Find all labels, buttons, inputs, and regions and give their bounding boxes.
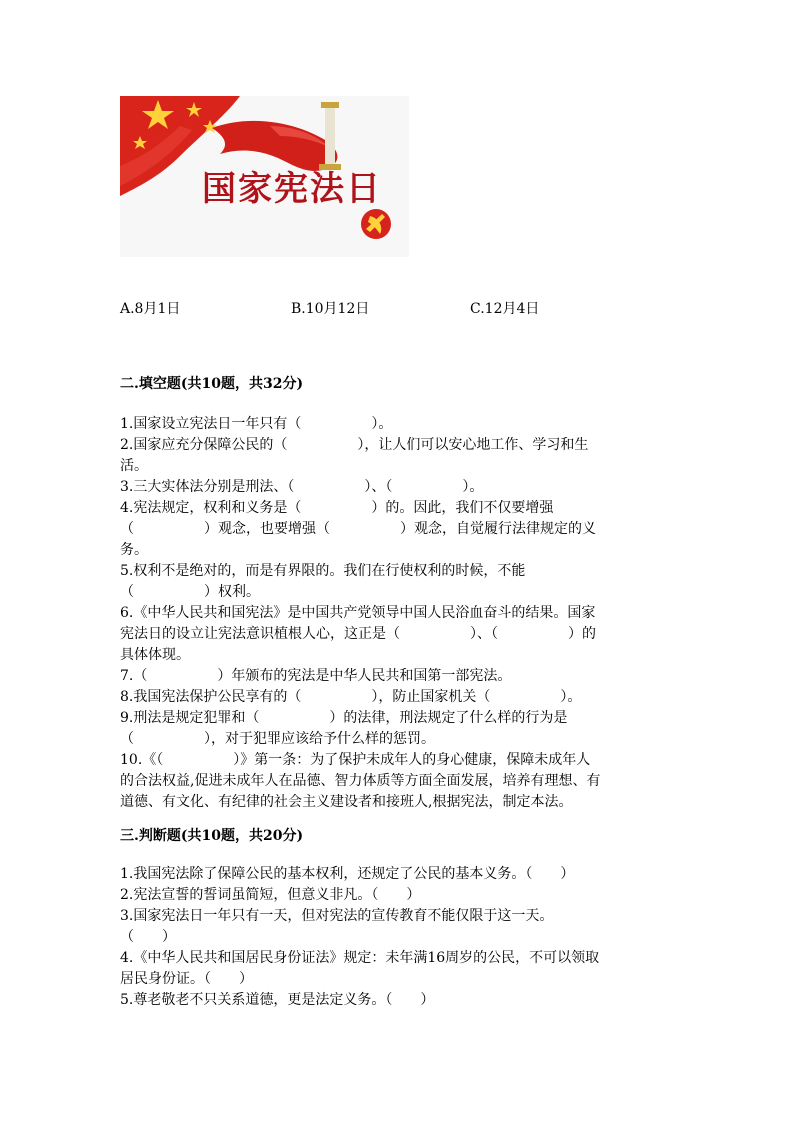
question-line: 10.《（ ）》第一条：为了保护未成年人的身心健康，保障未成年人 bbox=[120, 752, 591, 768]
question-line: 1.国家设立宪法日一年只有（ ）。 bbox=[120, 416, 393, 432]
question-line: 6.《中华人民共和国宪法》是中国共产党领导中国人民浴血奋斗的结果。国家 bbox=[120, 605, 596, 621]
question-line: 7.（ ）年颁布的宪法是中华人民共和国第一部宪法。 bbox=[120, 668, 512, 684]
question-line: 具体体现。 bbox=[120, 647, 190, 663]
constitution-day-banner bbox=[120, 96, 409, 257]
option-a[interactable]: A.8月1日 bbox=[120, 301, 181, 317]
question-line: 9.刑法是规定犯罪和（ ）的法律，刑法规定了什么样的行为是 bbox=[120, 710, 568, 726]
question-line: 居民身份证。（ ） bbox=[120, 971, 253, 987]
flag-illustration bbox=[120, 96, 409, 257]
question-line: 2.宪法宣誓的誓词虽简短，但意义非凡。（ ） bbox=[120, 887, 421, 903]
banner-title: 国家宪法日 bbox=[202, 169, 382, 209]
question-line: 宪法日的设立让宪法意识植根人心，这正是（ ）、（ ）的 bbox=[120, 626, 596, 642]
fill-questions bbox=[120, 414, 600, 813]
question-line: （ ），对于犯罪应该给予什么样的惩罚。 bbox=[120, 731, 435, 747]
question-line: （ ）观念，也要增强（ ）观念，自觉履行法律规定的义 bbox=[120, 521, 596, 537]
question-line: 务。 bbox=[120, 542, 148, 558]
question-line: 道德、有文化、有纪律的社会主义建设者和接班人,根据宪法，制定本法。 bbox=[120, 794, 573, 810]
question-line: （ ） bbox=[120, 929, 176, 945]
answer-options bbox=[120, 299, 680, 319]
judge-questions bbox=[120, 864, 599, 1011]
question-line: 3.国家宪法日一年只有一天，但对宪法的宣传教育不能仅限于这一天。 bbox=[120, 908, 554, 924]
question-line: 活。 bbox=[120, 458, 148, 474]
question-line: 3.三大实体法分别是刑法、（ ）、（ ）。 bbox=[120, 479, 484, 495]
judge-section-title: 三.判断题(共10题，共20分) bbox=[120, 828, 304, 844]
question-line: 的合法权益,促进未成年人在品德、智力体质等方面全面发展，培养有理想、有 bbox=[120, 773, 601, 789]
fill-section-title: 二.填空题(共10题，共32分) bbox=[120, 376, 304, 392]
question-line: 8.我国宪法保护公民享有的（ ），防止国家机关（ ）。 bbox=[120, 689, 582, 705]
question-line: 4.宪法规定，权利和义务是（ ）的。因此，我们不仅要增强 bbox=[120, 500, 554, 516]
option-b[interactable]: B.10月12日 bbox=[291, 301, 370, 317]
question-line: （ ）权利。 bbox=[120, 584, 260, 600]
option-c[interactable]: C.12月4日 bbox=[470, 301, 540, 317]
question-line: 5.权利不是绝对的，而是有界限的。我们在行使权利的时候，不能 bbox=[120, 563, 526, 579]
question-line: 5.尊老敬老不只关系道德，更是法定义务。（ ） bbox=[120, 992, 435, 1008]
question-line: 4.《中华人民共和国居民身份证法》规定：未年满16周岁的公民，不可以领取 bbox=[120, 950, 600, 966]
question-line: 2.国家应充分保障公民的（ ），让人们可以安心地工作、学习和生 bbox=[120, 437, 589, 453]
question-line: 1.我国宪法除了保障公民的基本权利，还规定了公民的基本义务。（ ） bbox=[120, 866, 575, 882]
